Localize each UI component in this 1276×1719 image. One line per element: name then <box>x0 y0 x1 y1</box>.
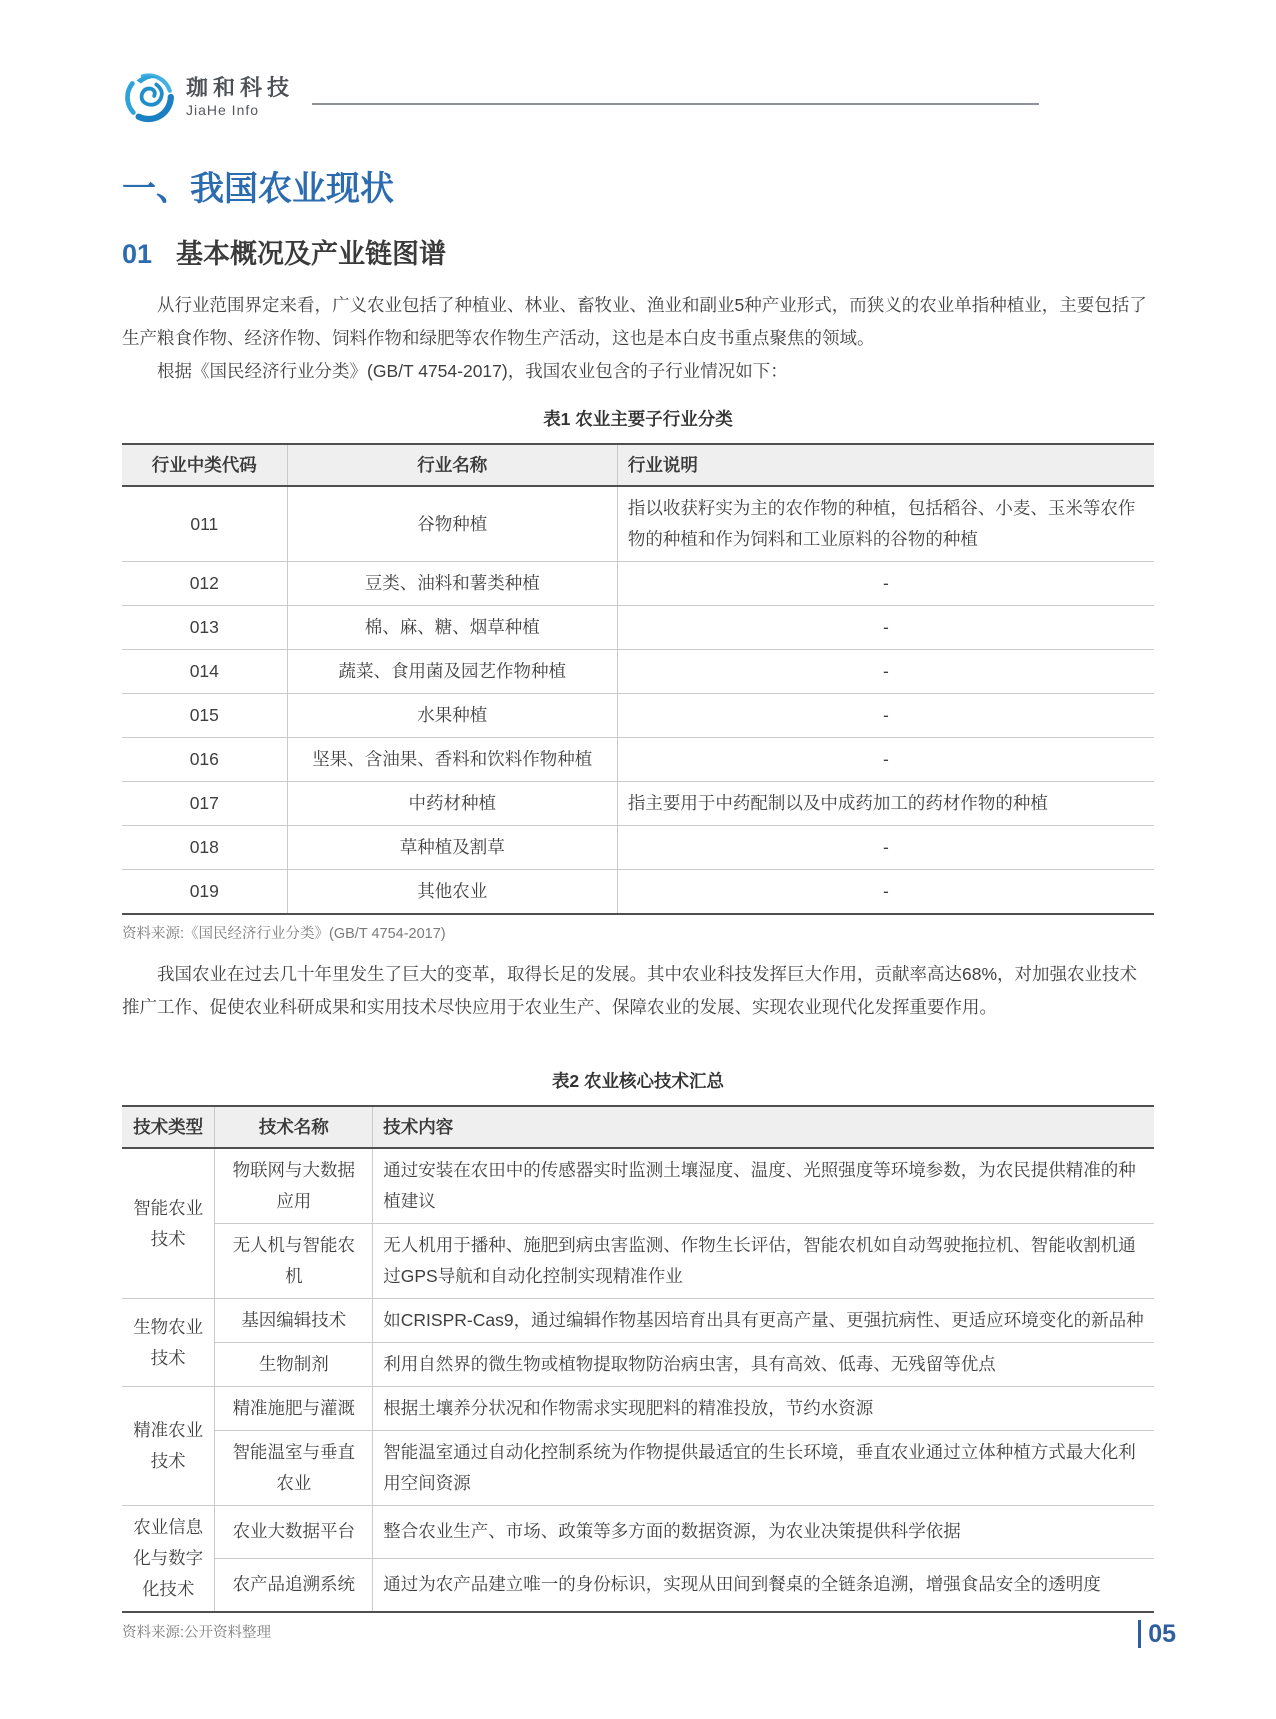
table2-row <box>122 1224 1154 1299</box>
brand-name-cn: 珈和科技 <box>186 75 295 100</box>
table2-row <box>122 1343 1154 1387</box>
table2-row <box>122 1558 1154 1612</box>
table1-header-name: 行业名称 <box>287 444 617 486</box>
t1-desc: - <box>617 650 1154 694</box>
t1-name: 棉、麻、糖、烟草种植 <box>287 606 617 650</box>
t1-name: 豆类、油料和薯类种植 <box>287 562 617 606</box>
t1-desc: - <box>617 606 1154 650</box>
t1-name: 蔬菜、食用菌及园艺作物种植 <box>287 650 617 694</box>
t1-code: 014 <box>122 650 287 694</box>
table1-source-note: 资料来源:《国民经济行业分类》(GB/T 4754-2017) <box>122 926 446 942</box>
table1-row <box>122 826 1154 870</box>
table1-row <box>122 782 1154 826</box>
table2-row <box>122 1431 1154 1506</box>
t1-name: 中药材种植 <box>287 782 617 826</box>
table1-row <box>122 694 1154 738</box>
table2-row <box>122 1506 1154 1559</box>
table2-row <box>122 1299 1154 1343</box>
table2-row <box>122 1387 1154 1431</box>
t1-name: 谷物种植 <box>287 486 617 562</box>
section-title: 一、我国农业现状 <box>122 170 394 208</box>
t1-name: 水果种植 <box>287 694 617 738</box>
table1-row <box>122 650 1154 694</box>
t2-name: 农产品追溯系统 <box>215 1558 373 1612</box>
subsection-heading <box>122 232 1154 271</box>
table1-row <box>122 486 1154 562</box>
table2-header-content: 技术内容 <box>373 1106 1154 1148</box>
t2-name: 基因编辑技术 <box>215 1299 373 1343</box>
t2-type: 智能农业技术 <box>122 1148 215 1299</box>
table2-core-technologies <box>122 1105 1154 1613</box>
t2-name: 精准施肥与灌溉 <box>215 1387 373 1431</box>
subsection-number: 01 <box>122 239 153 269</box>
t1-code: 012 <box>122 562 287 606</box>
paragraph-1: 从行业范围界定来看，广义农业包括了种植业、林业、畜牧业、渔业和副业5种产业形式，而狭义的农业单指种植业，主要包括了生产粮食作物、经济作物、饲料作物和绿肥等农作物生产活动，这也是本白皮书重点聚焦的领域。 <box>122 295 1147 348</box>
t1-code: 011 <box>122 486 287 562</box>
t1-code: 019 <box>122 870 287 915</box>
t1-desc: - <box>617 870 1154 915</box>
t2-name: 农业大数据平台 <box>215 1506 373 1559</box>
table1-row <box>122 606 1154 650</box>
table1-caption: 表1 农业主要子行业分类 <box>543 409 733 429</box>
table2-row <box>122 1148 1154 1224</box>
t2-content: 如CRISPR-Cas9，通过编辑作物基因培育出具有更高产量、更强抗病性、更适应环境变化的新品种 <box>373 1299 1154 1343</box>
t2-type: 生物农业技术 <box>122 1299 215 1387</box>
table1-industry-classification <box>122 443 1154 915</box>
t2-name: 无人机与智能农机 <box>215 1224 373 1299</box>
t1-name: 其他农业 <box>287 870 617 915</box>
t1-code: 015 <box>122 694 287 738</box>
brand-name-en: JiaHe Info <box>186 102 260 118</box>
brand-text <box>186 75 294 119</box>
table2-source-note: 资料来源:公开资料整理 <box>122 1625 272 1641</box>
t1-name: 坚果、含油果、香料和饮料作物种植 <box>287 738 617 782</box>
t2-content: 根据土壤养分状况和作物需求实现肥料的精准投放，节约水资源 <box>373 1387 1154 1431</box>
t1-code: 018 <box>122 826 287 870</box>
t1-desc: - <box>617 826 1154 870</box>
t1-code: 017 <box>122 782 287 826</box>
jiahe-logo-icon <box>122 70 176 124</box>
paragraph-3: 我国农业在过去几十年里发生了巨大的变革，取得长足的发展。其中农业科技发挥巨大作用，贡献率高达68%，对加强农业技术推广工作、促使农业科研成果和实用技术尽快应用于农业生产、保障农业的发展、实现农业现代化发挥重要作用。 <box>122 964 1138 1017</box>
t2-content: 整合农业生产、市场、政策等多方面的数据资源，为农业决策提供科学依据 <box>373 1506 1154 1559</box>
t2-type: 精准农业技术 <box>122 1387 215 1506</box>
t2-name: 生物制剂 <box>215 1343 373 1387</box>
page-number-value: 05 <box>1138 1620 1176 1648</box>
table1-header-code: 行业中类代码 <box>122 444 287 486</box>
t1-code: 013 <box>122 606 287 650</box>
table2-caption: 表2 农业核心技术汇总 <box>551 1071 725 1091</box>
t2-content: 通过安装在农田中的传感器实时监测土壤湿度、温度、光照强度等环境参数，为农民提供精准的种植建议 <box>373 1148 1154 1224</box>
brand-header <box>122 70 1154 124</box>
table1-header-desc: 行业说明 <box>617 444 1154 486</box>
paragraph-2: 根据《国民经济行业分类》(GB/T 4754-2017)，我国农业包含的子行业情况如下： <box>157 361 788 381</box>
t2-content: 利用自然界的微生物或植物提取物防治病虫害，具有高效、低毒、无残留等优点 <box>373 1343 1154 1387</box>
t1-code: 016 <box>122 738 287 782</box>
table1-row <box>122 738 1154 782</box>
table1-row <box>122 870 1154 915</box>
header-divider-line <box>312 103 1039 105</box>
t2-name: 智能温室与垂直农业 <box>215 1431 373 1506</box>
t1-name: 草种植及割草 <box>287 826 617 870</box>
t2-content: 通过为农产品建立唯一的身份标识，实现从田间到餐桌的全链条追溯，增强食品安全的透明度 <box>373 1558 1154 1612</box>
t1-desc: - <box>617 562 1154 606</box>
t1-desc: - <box>617 694 1154 738</box>
subsection-title: 基本概况及产业链图谱 <box>176 239 447 269</box>
t1-desc: 指主要用于中药配制以及中成药加工的药材作物的种植 <box>617 782 1154 826</box>
t1-desc: - <box>617 738 1154 782</box>
t2-content: 无人机用于播种、施肥到病虫害监测、作物生长评估，智能农机如自动驾驶拖拉机、智能收割机通过GPS导航和自动化控制实现精准作业 <box>373 1224 1154 1299</box>
table2-header-type: 技术类型 <box>122 1106 215 1148</box>
table1-row <box>122 562 1154 606</box>
t2-content: 智能温室通过自动化控制系统为作物提供最适宜的生长环境，垂直农业通过立体种植方式最大化利用空间资源 <box>373 1431 1154 1506</box>
table2-header-name: 技术名称 <box>215 1106 373 1148</box>
table1-header-row <box>122 444 1154 486</box>
t2-type: 农业信息化与数字化技术 <box>122 1506 215 1613</box>
t2-name: 物联网与大数据应用 <box>215 1148 373 1224</box>
t1-desc: 指以收获籽实为主的农作物的种植，包括稻谷、小麦、玉米等农作物的种植和作为饲料和工业原料的谷物的种植 <box>617 486 1154 562</box>
page-number <box>1138 1620 1176 1649</box>
table2-header-row <box>122 1106 1154 1148</box>
